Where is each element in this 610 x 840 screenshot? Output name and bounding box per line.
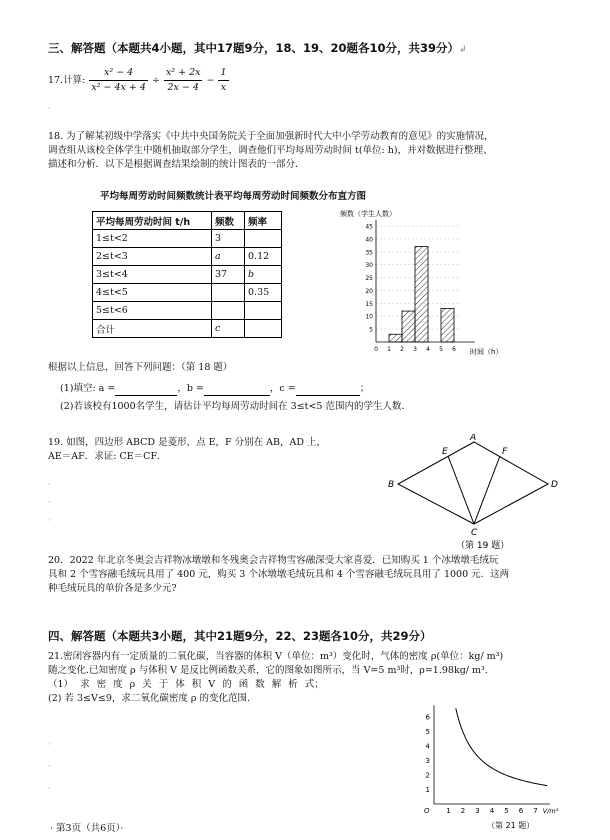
rhombus-diagram <box>388 434 560 552</box>
q17-fraction-2 <box>164 66 203 95</box>
q18-sub1-end: ； <box>359 383 370 394</box>
y-tick-label: 25 <box>365 275 373 283</box>
x-tick-label: 6 <box>452 346 456 353</box>
table-cell: 合计 <box>93 320 212 338</box>
v-tick-label: 7 <box>533 807 538 815</box>
q21-sub1: （1） 求 密 度 ρ 关 于 体 积 V 的 函 数 解 析 式； <box>48 679 324 690</box>
segment-cf <box>474 456 500 524</box>
frequency-table <box>92 211 282 338</box>
table-cell <box>212 284 245 302</box>
table-row <box>93 284 282 302</box>
v-tick-label: 1 <box>446 807 451 815</box>
q17-f3-numerator: 1 <box>218 66 228 81</box>
table-cell <box>245 230 282 248</box>
table-header: 平均每周劳动时间 t/h <box>93 212 212 230</box>
histogram-xlabel: 时间（h） <box>470 348 503 356</box>
table-cell: 3 <box>212 230 245 248</box>
y-tick-label: 45 <box>365 223 373 231</box>
rhombus-abcd <box>398 442 548 524</box>
q20-line-3: 种毛绒玩具的单价各是多少元? <box>48 583 177 594</box>
x-tick-label: 2 <box>400 346 404 353</box>
q18-blank-b-label: ，b = <box>177 383 204 394</box>
table-row <box>93 230 282 248</box>
q20-line-2: 具和 2 个雪容融毛绒玩具用了 400 元，购买 3 个冰墩墩毛绒玩具和 4 个雪容融毛绒玩具用了 1000 元．这两 <box>48 569 510 580</box>
table-cell: 1≤t<2 <box>93 230 212 248</box>
blank-line-marker: · <box>48 784 51 794</box>
v-tick-label: 6 <box>518 807 524 815</box>
q19-caption: （第 19 题） <box>456 541 510 551</box>
blank-line-marker: · <box>48 480 51 490</box>
y-tick-label: 5 <box>369 326 373 334</box>
table-cell <box>212 302 245 320</box>
histogram-bar <box>441 308 454 342</box>
table-cell <box>245 320 282 338</box>
answer-blank-b[interactable] <box>204 381 270 396</box>
v-tick-label: 5 <box>504 807 509 815</box>
y-tick-label: 20 <box>365 287 373 295</box>
table-row <box>93 266 282 284</box>
x-tick-label: 0 <box>374 346 378 353</box>
label-a: A <box>470 434 477 443</box>
q21-line-1: 21.密闭容器内有一定质量的二氧化碳，当容器的体积 V（单位：m³）变化时，气体的密度 ρ(单位：kg/ m³) <box>48 651 504 662</box>
q17-f2-denominator: 2x − 4 <box>167 82 199 93</box>
blank-line-marker: · <box>48 740 51 750</box>
rho-tick-label: 6 <box>425 713 430 722</box>
table-cell: 37 <box>212 266 245 284</box>
x-tick-label: 1 <box>387 346 391 353</box>
histogram-bar <box>402 311 415 342</box>
q17-minus-sign: − <box>206 74 215 86</box>
y-tick-label: 30 <box>365 262 373 270</box>
table-row <box>93 302 282 320</box>
frequency-histogram <box>310 206 510 358</box>
blank-line-marker: · <box>48 516 51 526</box>
table-header: 频率 <box>245 212 282 230</box>
q18-blank-c-label: ，c = <box>269 383 296 394</box>
blank-line-marker: · <box>48 104 51 114</box>
table-cell: 4≤t<5 <box>93 284 212 302</box>
question-18 <box>48 130 588 172</box>
label-c: C <box>471 528 478 538</box>
question-17 <box>48 66 229 95</box>
y-tick-label: 35 <box>365 249 373 257</box>
q17-fraction-3 <box>218 66 228 95</box>
answer-blank-c[interactable] <box>296 381 360 396</box>
q21-caption: （第 21 题） <box>487 821 535 830</box>
segment-ce <box>448 456 474 524</box>
q17-divide-sign: ÷ <box>151 74 160 86</box>
question-20 <box>48 554 588 596</box>
rho-tick-label: 4 <box>425 742 430 751</box>
y-tick-label: 10 <box>365 313 373 321</box>
label-b: B <box>388 480 395 490</box>
table-cell: 0.35 <box>245 284 282 302</box>
q18-line-1: 18. 为了解某初级中学落实《中共中央国务院关于全面加强新时代大中小学劳动教育的意见》的实施情况， <box>48 131 494 142</box>
q18-line-3: 描述和分析．以下是根据调查结果绘制的统计图表的一部分． <box>48 159 305 170</box>
q17-prefix: 17.计算: <box>48 74 86 86</box>
table-header-row <box>93 212 282 230</box>
histogram-bar <box>415 247 428 342</box>
blank-line-marker: · <box>48 762 51 772</box>
q17-f1-numerator: x² − 4 <box>89 66 148 81</box>
rho-tick-label: 5 <box>425 728 430 736</box>
histogram-ylabel: 频数（学生人数） <box>340 210 396 218</box>
q17-f1-denominator: x² − 4x + 4 <box>91 82 146 93</box>
table-cell: 3≤t<4 <box>93 266 212 284</box>
x-tick-label: 3 <box>413 346 417 353</box>
v-axis-label: V/m³ <box>542 807 559 815</box>
table-cell: 0.12 <box>245 248 282 266</box>
table-cell: c <box>212 320 245 338</box>
x-tick-label: 5 <box>439 346 443 353</box>
table-cell: a <box>212 248 245 266</box>
label-e: E <box>442 447 448 457</box>
v-tick-label: 4 <box>489 807 495 815</box>
table-header: 频数 <box>212 212 245 230</box>
table-cell <box>245 302 282 320</box>
q19-line-2: AE＝AF．求证: CE＝CF． <box>48 451 167 462</box>
question-19 <box>48 436 326 464</box>
table-cell: 5≤t<6 <box>93 302 212 320</box>
rho-tick-label: 1 <box>425 786 430 794</box>
q20-line-1: 20．2022 年北京冬奥会吉祥物冰墩墩和冬残奥会吉祥物雪容融深受大家喜爱．已知购买 1 个冰墩墩毛绒玩 <box>48 555 499 566</box>
table-cell: 2≤t<3 <box>93 248 212 266</box>
label-f: F <box>502 447 508 457</box>
q18-line-2: 调查组从该校全体学生中随机抽取部分学生，调查他们平均每周劳动时间 t(单位: h)，并对数据进行整理、 <box>48 145 493 156</box>
q19-line-1: 19. 如图，四边形 ABCD 是菱形，点 E，F 分别在 AB，AD 上， <box>48 437 326 448</box>
section-4-title: 四、解答题（本题共3小题，其中21题9分，22、23题各10分，共29分） <box>48 629 432 643</box>
section-3-title: 三、解答题（本题共4小题，其中17题9分，18、19、20题各10分，共39分）↲ <box>48 41 467 55</box>
v-tick-label: 3 <box>475 807 480 815</box>
y-tick-label: 40 <box>365 236 373 244</box>
origin-label: O <box>424 807 430 815</box>
q18-caption: 平均每周劳动时间频数统计表平均每周劳动时间频数分布直方图 <box>100 191 367 202</box>
q21-line-2: 随之变化.已知密度 ρ 与体积 V 是反比例函数关系，它的图象如图所示，当 V=5 m³时，ρ=1.98kg/ m³. <box>48 665 488 676</box>
table-cell: b <box>245 266 282 284</box>
q21-sub2: (2) 若 3≤V≤9，求二氧化碳密度 ρ 的变化范围. <box>48 693 251 704</box>
answer-blank-a[interactable] <box>115 381 177 396</box>
y-tick-label: 15 <box>365 300 373 308</box>
inverse-proportion-curve <box>456 708 547 785</box>
table-row <box>93 248 282 266</box>
table-row <box>93 320 282 338</box>
q18-after-text: 根据以上信息，回答下列问题：（第 18 题） <box>48 362 233 373</box>
q17-f3-denominator: x <box>220 82 227 93</box>
q17-f2-numerator: x² + 2x <box>164 66 203 81</box>
v-tick-label: 2 <box>460 807 466 815</box>
q18-sub1 <box>60 381 369 396</box>
q18-blank-a-label: (1)填空: a = <box>60 383 116 394</box>
label-d: D <box>551 480 558 490</box>
blank-line-marker: · <box>48 498 51 508</box>
rho-tick-label: 2 <box>425 771 430 780</box>
x-tick-label: 4 <box>426 346 430 353</box>
question-21 <box>48 650 588 706</box>
q17-fraction-1 <box>89 66 148 95</box>
page-footer: · 第3页（共6页）· <box>50 823 124 834</box>
density-volume-graph <box>412 700 572 830</box>
histogram-bar <box>389 334 402 342</box>
q18-sub2: (2)若该校有1000名学生，请估计平均每周劳动时间在 3≤t<5 范围内的学生人数． <box>60 401 411 412</box>
rho-tick-label: 3 <box>425 757 430 765</box>
